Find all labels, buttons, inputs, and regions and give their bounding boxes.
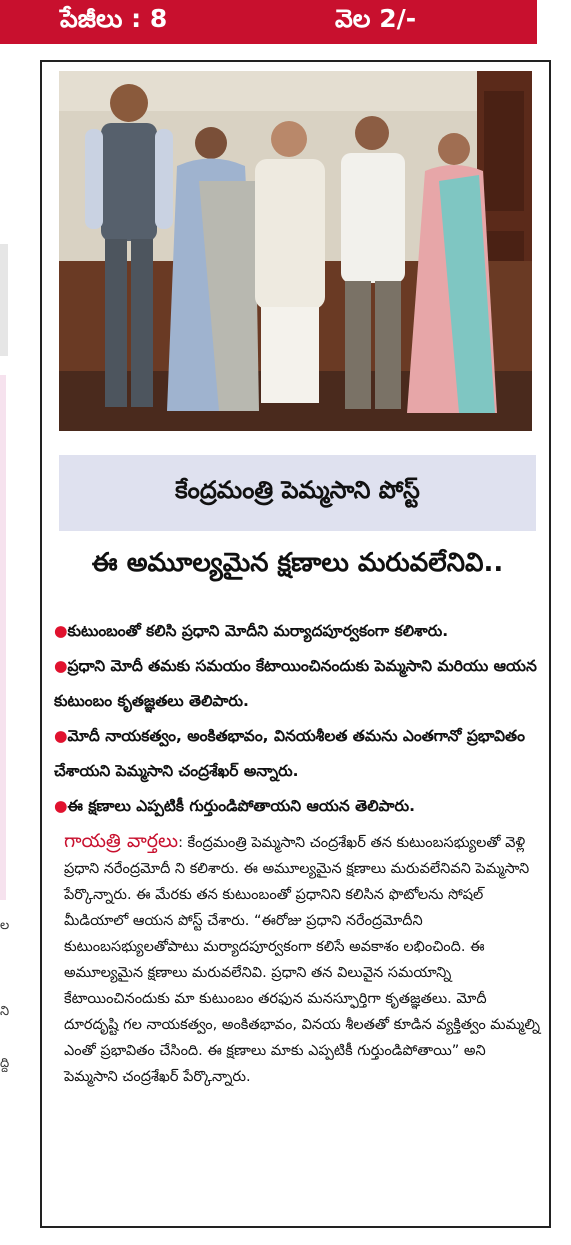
group-photo-illustration (59, 71, 532, 431)
bullet-dot-icon: ● (54, 797, 68, 815)
highlight-text: కుటుంబంతో కలిసి ప్రధాని మోదీని మర్యాదపూర్వకంగా కలిశారు. (67, 622, 449, 640)
price-label: వెల 2/- (335, 4, 417, 33)
byline: గాయత్రి వార్తలు (64, 830, 179, 852)
left-edge-text: ద్ది (0, 1056, 10, 1071)
highlight-item (54, 789, 544, 824)
highlight-item (54, 719, 544, 789)
page-count-label: పేజీలు : 8 (60, 4, 168, 33)
highlight-item (54, 614, 544, 649)
subheadline: ఈ అమూల్యమైన క్షణాలు మరువలేనివి.. (91, 548, 504, 578)
body-paragraph: : కేంద్రమంత్రి పెమ్మసాని చంద్రశేఖర్ తన కుటుంబసభ్యులతో వెళ్లి ప్రధాని నరేంద్రమోదీ ని కలిశారు. ఈ అమూల్యమైన క్షణాలు మరువలేనివని పెమ్మసాని పేర్కొన్నారు. ఈ మేరకు తన కుటుంబంతో ప్రధానిని కలిసిన ఫొటోలను సోషల్ మీడియాలో ఆయన పోస్ట్ చేశారు. “ఈరోజు ప్రధాని నరేంద్రమోదీని కుటుంబసభ్యులతోపాటు మర్యాదపూర్వకంగా కలిసే అవకాశం లభించింది. ఈ అమూల్యమైన క్షణాలు మరువలేనివి. ప్రధాని తన విలువైన సమయాన్ని కేటాయించినందుకు మా కుటుంబం తరఫున మనస్ఫూర్తిగా కృతజ్ఞతలు. మోదీ దూరదృష్టి గల నాయకత్వం, అంకితభావం, వినయ శీలతతో కూడిన వ్యక్తిత్వం మమ్మల్ని ఎంతో ప్రభావితం చేసింది. ఈ క్షణాలు మాకు ఎప్పటికీ గుర్తుండిపోతాయి” అని పెమ్మసాని చంద్రశేఖర్ పేర్కొన్నారు. (64, 835, 541, 1085)
article-body (64, 828, 542, 1090)
bullet-dot-icon: ● (54, 657, 68, 675)
highlight-text: ప్రధాని మోదీ తమకు సమయం కేటాయించినందుకు పెమ్మసాని మరియు ఆయన కుటుంబం కృతజ్ఞతలు తెలిపారు. (54, 657, 537, 710)
left-edge-text: ని (0, 1004, 10, 1019)
masthead-bar (0, 0, 537, 44)
highlight-item (54, 649, 544, 719)
bullet-dot-icon: ● (54, 727, 68, 745)
left-column-fragment-pink (0, 375, 6, 900)
left-edge-text: ల (0, 918, 10, 933)
headline: కేంద్రమంత్రి పెమ్మసాని పోస్ట్ (59, 455, 536, 531)
bullet-dot-icon: ● (54, 622, 68, 640)
highlight-text: ఈ క్షణాలు ఎప్పటికీ గుర్తుండిపోతాయని ఆయన తెలిపారు. (67, 797, 415, 815)
news-article (40, 60, 551, 1228)
highlights-list (54, 614, 544, 824)
highlight-text: మోదీ నాయకత్వం, అంకితభావం, వినయశీలత తమను ఎంతగానో ప్రభావితం చేశాయని పెమ్మసాని చంద్రశేఖర్ అన్నారు. (54, 727, 525, 780)
left-column-fragment (0, 244, 8, 356)
article-photo (59, 71, 532, 431)
